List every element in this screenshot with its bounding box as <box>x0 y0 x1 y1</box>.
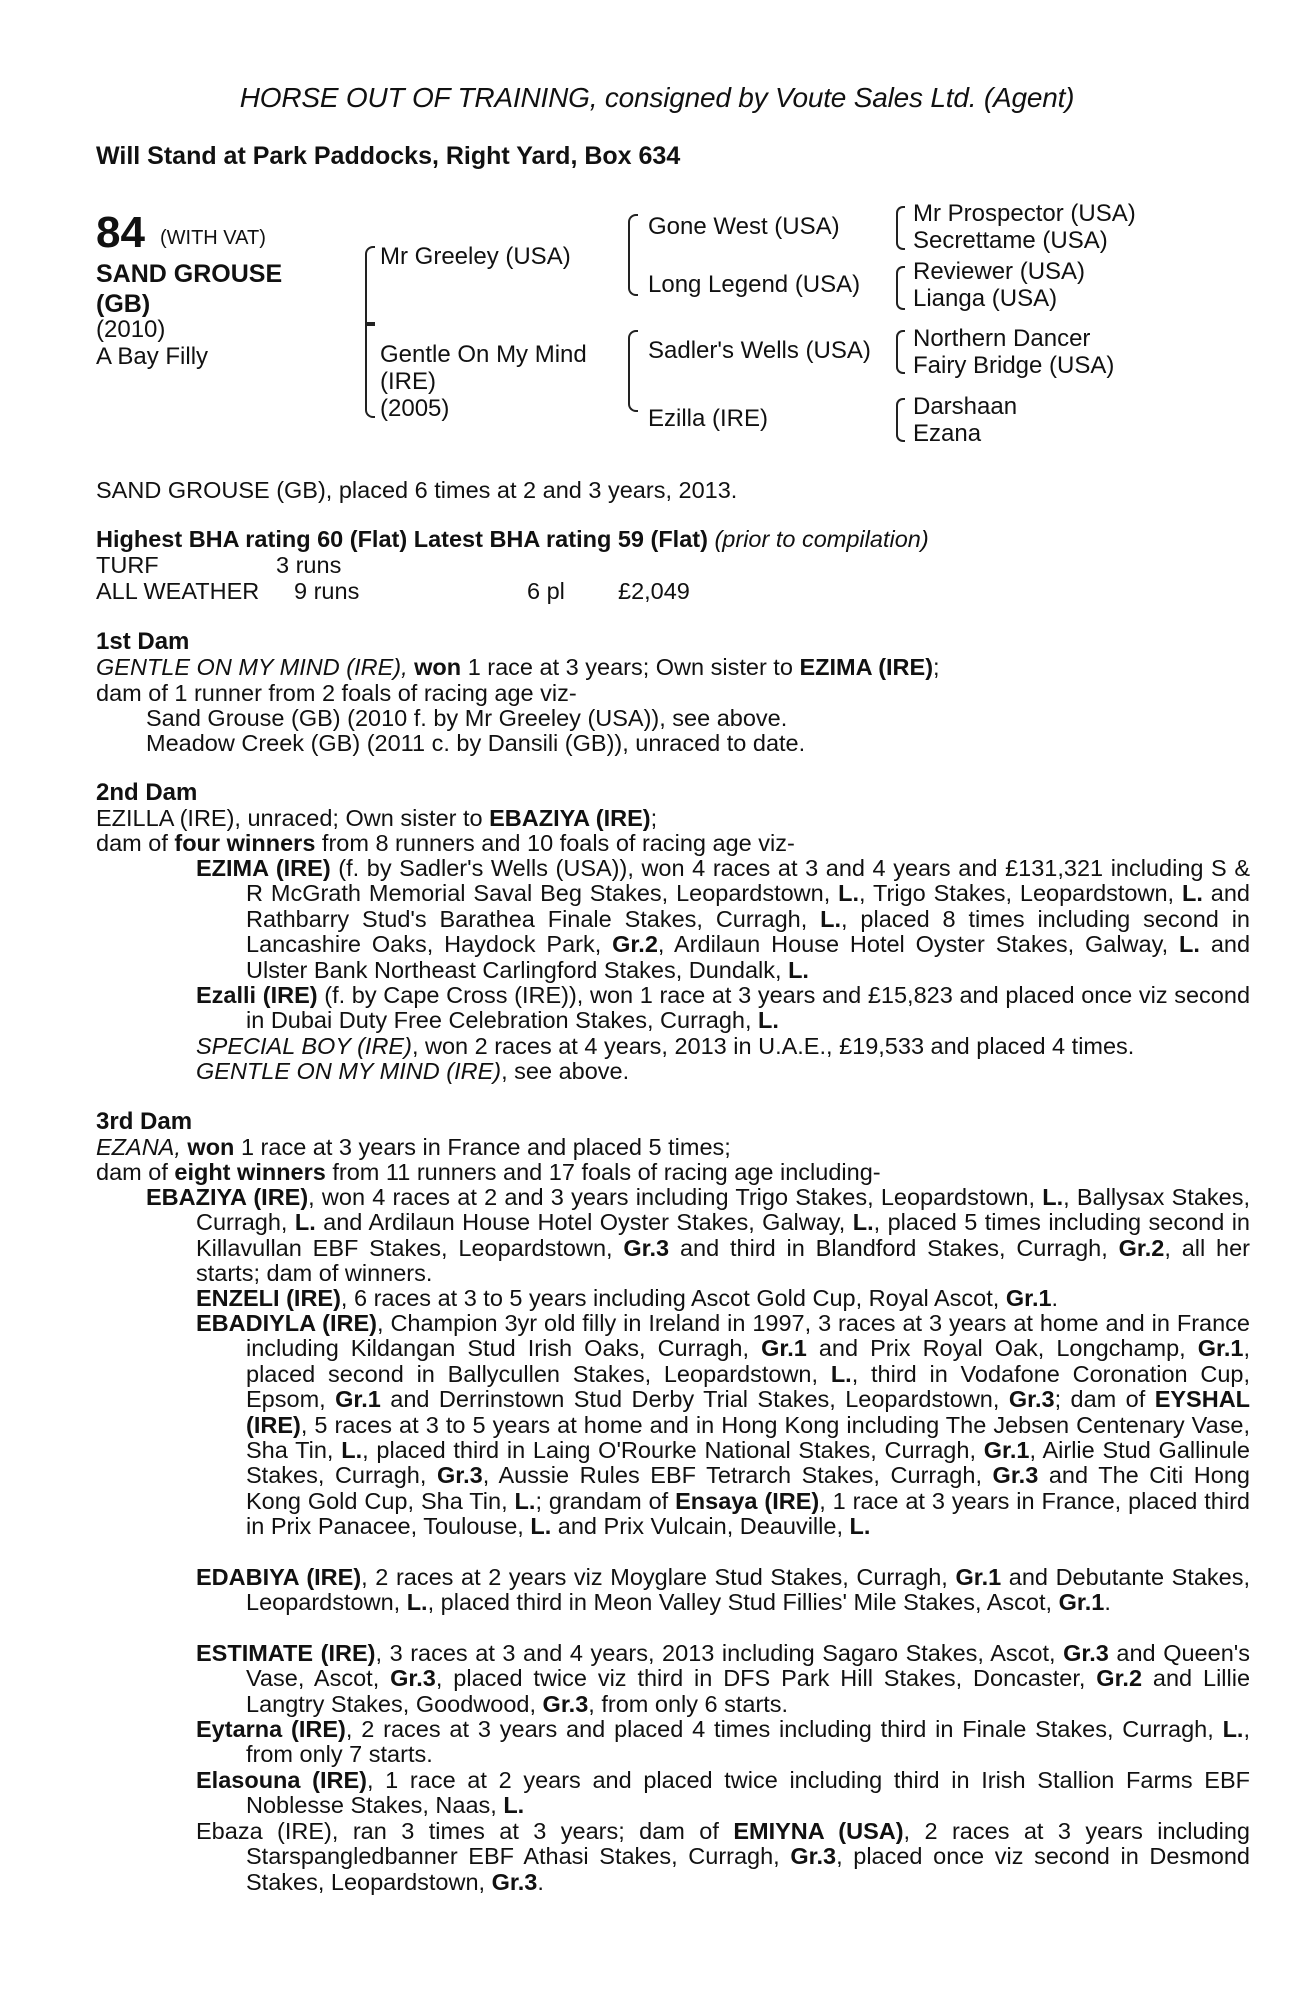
group: Gr.1 <box>1058 1589 1105 1616</box>
text: , 3 races at 3 and 4 years, 2013 including Sagaro Stakes, Ascot, <box>375 1640 1056 1666</box>
text: , placed 5 times including second in Killavullan EBF Stakes, Leopardstown, <box>196 1209 1250 1261</box>
text: from 8 runners and 10 foals of racing age viz- <box>321 830 795 856</box>
aw-label: ALL WEATHER <box>96 578 260 604</box>
group: Gr.2 <box>612 931 658 958</box>
produce-name: GENTLE ON MY MIND (IRE) <box>196 1058 502 1084</box>
winners-count: four winners <box>174 830 316 856</box>
vat-note: (WITH VAT) <box>160 227 266 249</box>
pedigree-dss: Northern Dancer <box>913 325 1091 352</box>
produce-eytarna <box>196 1717 1250 1768</box>
group: Gr.1 <box>1197 1335 1244 1362</box>
produce-gentle-on-my-mind <box>196 1059 1250 1084</box>
second-dam-heading: 2nd Dam <box>96 779 198 806</box>
sister-name: EZIMA (IRE) <box>799 654 934 680</box>
group: Gr.2 <box>1118 1234 1165 1261</box>
first-dam-heading: 1st Dam <box>96 628 190 655</box>
produce-special-boy <box>196 1034 1250 1059</box>
aw-placed: 6 pl <box>527 578 565 604</box>
produce-name: Eytarna (IRE) <box>196 1716 346 1742</box>
group: Gr.1 <box>1005 1285 1052 1311</box>
pedigree-dds: Darshaan <box>913 393 1018 420</box>
produce-name: ENZELI (IRE) <box>196 1285 341 1311</box>
text: , placed twice viz third in DFS Park Hill Stakes, Doncaster, <box>435 1665 1086 1692</box>
listed: L. <box>849 1513 871 1540</box>
text: and Ardilaun House Hotel Oyster Stakes, Galway, <box>323 1209 846 1236</box>
pedigree-brace-sire <box>628 214 638 296</box>
racing-summary: SAND GROUSE (GB), placed 6 times at 2 and 3 years, 2013. <box>96 477 738 503</box>
text: , 5 races at 3 to 5 years at home and in Hong Kong including The Jebsen Centenary Vase, Sha Tin, <box>246 1411 1250 1464</box>
text: , 1 race at 3 years in France, placed third in Prix Panacee, Toulouse, <box>246 1487 1250 1540</box>
bha-ratings <box>96 527 929 552</box>
punct: ; <box>933 654 940 680</box>
text: (f. by Cape Cross (IRE)), won 1 race at 3 years and £15,823 and placed once viz second in Dubai Duty Free Celebration Stakes, Curragh, <box>246 982 1251 1034</box>
dam-name: EZANA, <box>96 1134 181 1160</box>
pedigree-brace-bottom <box>365 322 375 418</box>
first-dam-line1 <box>96 655 940 680</box>
produce-name: Ezalli (IRE) <box>196 982 318 1008</box>
first-dam-produce-1: Sand Grouse (GB) (2010 f. by Mr Greeley (USA)), see above. <box>146 705 788 731</box>
pedigree-dam-name: Gentle On My Mind <box>380 341 587 368</box>
pedigree-ddd: Ezana <box>913 420 982 447</box>
listed: L. <box>530 1513 552 1540</box>
sex-colour: A Bay Filly <box>96 343 209 370</box>
winners-count: eight winners <box>174 1159 326 1185</box>
text: , placed second in Ballycullen Stakes, Leopardstown, <box>246 1335 1251 1387</box>
text: , 2 races at 2 years viz Moyglare Stud Stakes, Curragh, <box>361 1564 948 1590</box>
listed: L. <box>852 1209 874 1236</box>
third-dam-heading: 3rd Dam <box>96 1108 193 1135</box>
listed: L. <box>503 1792 525 1819</box>
listed: L. <box>1179 931 1200 958</box>
pedigree-brace-dd <box>896 398 905 442</box>
text: , placed third in Meon Valley Stud Fillies' Mile Stakes, Ascot, <box>427 1589 1053 1616</box>
text: and Debutante Stakes, Leopardstown, <box>246 1564 1250 1616</box>
text: dam of <box>96 830 168 856</box>
pedigree-brace-dam <box>628 330 638 412</box>
text: , Champion 3yr old filly in Ireland in 1997, 3 races at 3 years at home and in France including Kildangan Stud Irish Oaks, Curragh, <box>246 1310 1251 1362</box>
pedigree-sire: Mr Greeley (USA) <box>380 243 571 270</box>
foaling-year: (2010) <box>96 316 166 343</box>
listed: L. <box>341 1437 363 1464</box>
third-dam-line2 <box>96 1160 881 1185</box>
group: Gr.3 <box>542 1690 589 1717</box>
text: , see above. <box>501 1058 630 1084</box>
group: Gr.3 <box>390 1665 436 1692</box>
text: from 11 runners and 17 foals of racing age including- <box>332 1159 881 1185</box>
produce-ebadiyla <box>196 1311 1250 1540</box>
dam-name: GENTLE ON MY MIND (IRE), <box>96 654 408 680</box>
pedigree-dam-year: (2005) <box>380 395 450 422</box>
dam-record: 1 race at 3 years in France and placed 5 times; <box>240 1134 731 1160</box>
lot-number: 84 <box>96 208 145 257</box>
produce-name: EBAZIYA (IRE) <box>146 1184 309 1210</box>
produce-ebaza: Ebaza (IRE), ran 3 times at 3 years; dam of EMIYNA (USA), 2 races at 3 years including Starspangledbanner EBF Athasi Stakes, Curragh, Gr.3, placed once viz second in Desmond Stakes, Leopardstown, Gr.3. <box>196 1818 1251 1895</box>
produce-edabiya: EDABIYA (IRE), 2 races at 2 years viz Moyglare Stud Stakes, Curragh, Gr.1 and Debutante Stakes, Leopardstown, L., placed third in Meon Valley Stud Fillies' Mile Stakes, Ascot, Gr.1. <box>196 1564 1250 1616</box>
text: and The Citi Hong Kong Gold Cup, Sha Tin, <box>246 1462 1250 1514</box>
dam-record: EZILLA (IRE), unraced; Own sister to <box>96 805 483 831</box>
produce-enzeli: ENZELI (IRE), 6 races at 3 to 5 years including Ascot Gold Cup, Royal Ascot, Gr.1. <box>196 1285 1059 1311</box>
pedigree-sss: Mr Prospector (USA) <box>913 200 1136 227</box>
text: ; dam of <box>1054 1386 1146 1413</box>
text: , from only 6 starts. <box>588 1690 789 1717</box>
pedigree-dam-sire: Sadler's Wells (USA) <box>648 337 871 364</box>
won-label: won <box>187 1134 235 1160</box>
group: Gr.3 <box>491 1868 538 1895</box>
pedigree-dam <box>380 341 587 422</box>
text: , 2 races at 3 years and placed 4 times including third in Finale Stakes, Curragh, <box>345 1716 1214 1742</box>
text: , 1 race at 2 years and placed twice including third in Irish Stallion Farms EBF Noblesse Stakes, Naas, <box>246 1767 1250 1819</box>
pedigree-brace-sd <box>896 266 905 310</box>
listed: L. <box>788 956 809 983</box>
sister-name: EBAZIYA (IRE) <box>489 805 651 831</box>
won-label: won <box>414 654 462 680</box>
text: , Ballysax Stakes, Curragh, <box>196 1184 1250 1236</box>
text: and Prix Vulcain, Deauville, <box>557 1513 843 1540</box>
group: Gr.3 <box>623 1234 670 1261</box>
second-dam-line2 <box>96 831 795 856</box>
produce-name: EDABIYA (IRE) <box>196 1564 362 1590</box>
text: , Aussie Rules EBF Tetrarch Stakes, Curragh, <box>482 1462 982 1489</box>
group: Gr.3 <box>790 1843 837 1870</box>
aw-runs: 9 runs <box>294 578 360 604</box>
produce-name: EYSHAL (IRE) <box>246 1386 1251 1438</box>
group: Gr.1 <box>335 1386 381 1413</box>
text: , Trigo Stakes, Leopardstown, <box>859 880 1175 907</box>
horse-name-line1: SAND GROUSE <box>96 260 283 288</box>
group: Gr.1 <box>955 1564 1002 1590</box>
group: Gr.1 <box>761 1335 807 1362</box>
pedigree-brace-ds <box>896 330 905 374</box>
text: , placed 8 times including second in Lancashire Oaks, Haydock Park, <box>246 905 1251 958</box>
text: , won 4 races at 2 and 3 years including Trigo Stakes, Leopardstown, <box>308 1184 1035 1210</box>
bha-ratings-values: Highest BHA rating 60 (Flat) Latest BHA rating 59 (Flat) <box>96 526 708 552</box>
text: , 2 races at 3 years including Starspangledbanner EBF Athasi Stakes, Curragh, <box>246 1818 1251 1870</box>
produce-estimate <box>196 1641 1250 1717</box>
first-dam-produce-2: Meadow Creek (GB) (2011 c. by Dansili (GB)), unraced to date. <box>146 730 806 756</box>
pedigree-sire-sire: Gone West (USA) <box>648 213 840 240</box>
text: and Ulster Bank Northeast Carlingford Stakes, Dundalk, <box>246 931 1251 983</box>
text: , 6 races at 3 to 5 years including Ascot Gold Cup, Royal Ascot, <box>340 1285 1000 1311</box>
second-dam-line1 <box>96 806 657 831</box>
first-dam-line2: dam of 1 runner from 2 foals of racing age viz- <box>96 680 577 706</box>
text: and Derrinstown Stud Derby Trial Stakes, Leopardstown, <box>390 1386 1000 1413</box>
stand-location: Will Stand at Park Paddocks, Right Yard, Box 634 <box>96 142 681 170</box>
produce-name: EZIMA (IRE) <box>196 855 331 881</box>
listed: L. <box>758 1007 779 1034</box>
text: dam of <box>96 1159 168 1185</box>
punct: ; <box>650 805 658 831</box>
turf-label: TURF <box>96 552 159 578</box>
produce-ezalli <box>196 983 1250 1034</box>
produce-elasouna <box>196 1768 1250 1819</box>
group: Gr.1 <box>983 1437 1030 1464</box>
aw-prize: £2,049 <box>618 578 690 604</box>
group: Gr.2 <box>1096 1665 1143 1692</box>
pedigree-sire-dam: Long Legend (USA) <box>648 271 861 298</box>
produce-name: SPECIAL BOY (IRE) <box>196 1033 412 1059</box>
listed: L. <box>830 1360 852 1387</box>
pedigree-sdd: Lianga (USA) <box>913 285 1058 312</box>
pedigree-ssd: Secrettame (USA) <box>913 227 1108 254</box>
text: Ebaza (IRE), ran 3 times at 3 years; dam of <box>196 1818 719 1844</box>
produce-name: EBADIYLA (IRE) <box>196 1310 377 1336</box>
pedigree-brace-ss <box>896 206 905 250</box>
text: , all her starts; dam of winners. <box>196 1234 1250 1287</box>
page-title: HORSE OUT OF TRAINING, consigned by Voute Sales Ltd. (Agent) <box>239 82 1075 113</box>
listed: L. <box>1222 1716 1244 1742</box>
pedigree-dam-origin: (IRE) <box>380 368 436 395</box>
group: Gr.3 <box>436 1462 483 1489</box>
produce-name: Ensaya (IRE) <box>675 1487 820 1514</box>
listed: L. <box>514 1487 536 1514</box>
group: Gr.3 <box>992 1462 1039 1489</box>
text: , placed third in Laing O'Rourke National Stakes, Curragh, <box>362 1437 976 1464</box>
dam-record: 1 race at 3 years; Own sister to <box>467 654 793 680</box>
listed: L. <box>838 880 860 907</box>
produce-ezima <box>196 856 1250 983</box>
text: and third in Blandford Stakes, Curragh, <box>679 1234 1108 1261</box>
text: , Ardilaun House Hotel Oyster Stakes, Galway, <box>657 931 1169 958</box>
horse-name-line2: (GB) <box>96 290 151 318</box>
listed: L. <box>820 905 842 932</box>
text: and Queen's Vase, Ascot, <box>246 1640 1250 1692</box>
text: , placed once viz second in Desmond Stakes, Leopardstown, <box>246 1843 1250 1895</box>
bha-ratings-note: (prior to compilation) <box>714 526 929 552</box>
text: (f. by Sadler's Wells (USA)), won 4 races at 3 and 4 years and £131,321 including S & R McGrath Memorial Saval Beg Stakes, Leopardstown, <box>246 855 1250 907</box>
pedigree-sds: Reviewer (USA) <box>913 258 1086 285</box>
listed: L. <box>1042 1184 1064 1210</box>
text: , won 2 races at 4 years, 2013 in U.A.E., £19,533 and placed 4 times. <box>411 1033 1135 1059</box>
text: and Prix Royal Oak, Longchamp, <box>818 1335 1186 1362</box>
produce-name: Elasouna (IRE) <box>196 1767 367 1793</box>
produce-name: ESTIMATE (IRE) <box>196 1640 376 1666</box>
text: and Rathbarry Stud's Barathea Finale Stakes, Curragh, <box>246 880 1250 932</box>
group: Gr.3 <box>1063 1640 1109 1666</box>
pedigree-dam-dam: Ezilla (IRE) <box>648 405 769 432</box>
text: and Lillie Langtry Stakes, Goodwood, <box>246 1665 1251 1717</box>
pedigree-brace-top <box>365 246 375 326</box>
produce-name: EMIYNA (USA) <box>733 1818 904 1844</box>
listed: L. <box>406 1589 428 1616</box>
listed: L. <box>1181 880 1203 907</box>
text: , Airlie Stud Gallinule Stakes, Curragh, <box>246 1437 1250 1489</box>
horse-name <box>96 259 282 319</box>
listed: L. <box>294 1209 316 1236</box>
group: Gr.3 <box>1008 1386 1055 1413</box>
text: ; grandam of <box>535 1487 669 1514</box>
turf-runs: 3 runs <box>276 552 342 578</box>
pedigree-dsd: Fairy Bridge (USA) <box>913 352 1115 379</box>
third-dam-line1 <box>96 1135 731 1160</box>
produce-ebaziya <box>146 1185 1250 1287</box>
text: , third in Vodafone Coronation Cup, Epsom, <box>246 1360 1251 1413</box>
text: , from only 7 starts. <box>246 1716 1250 1768</box>
